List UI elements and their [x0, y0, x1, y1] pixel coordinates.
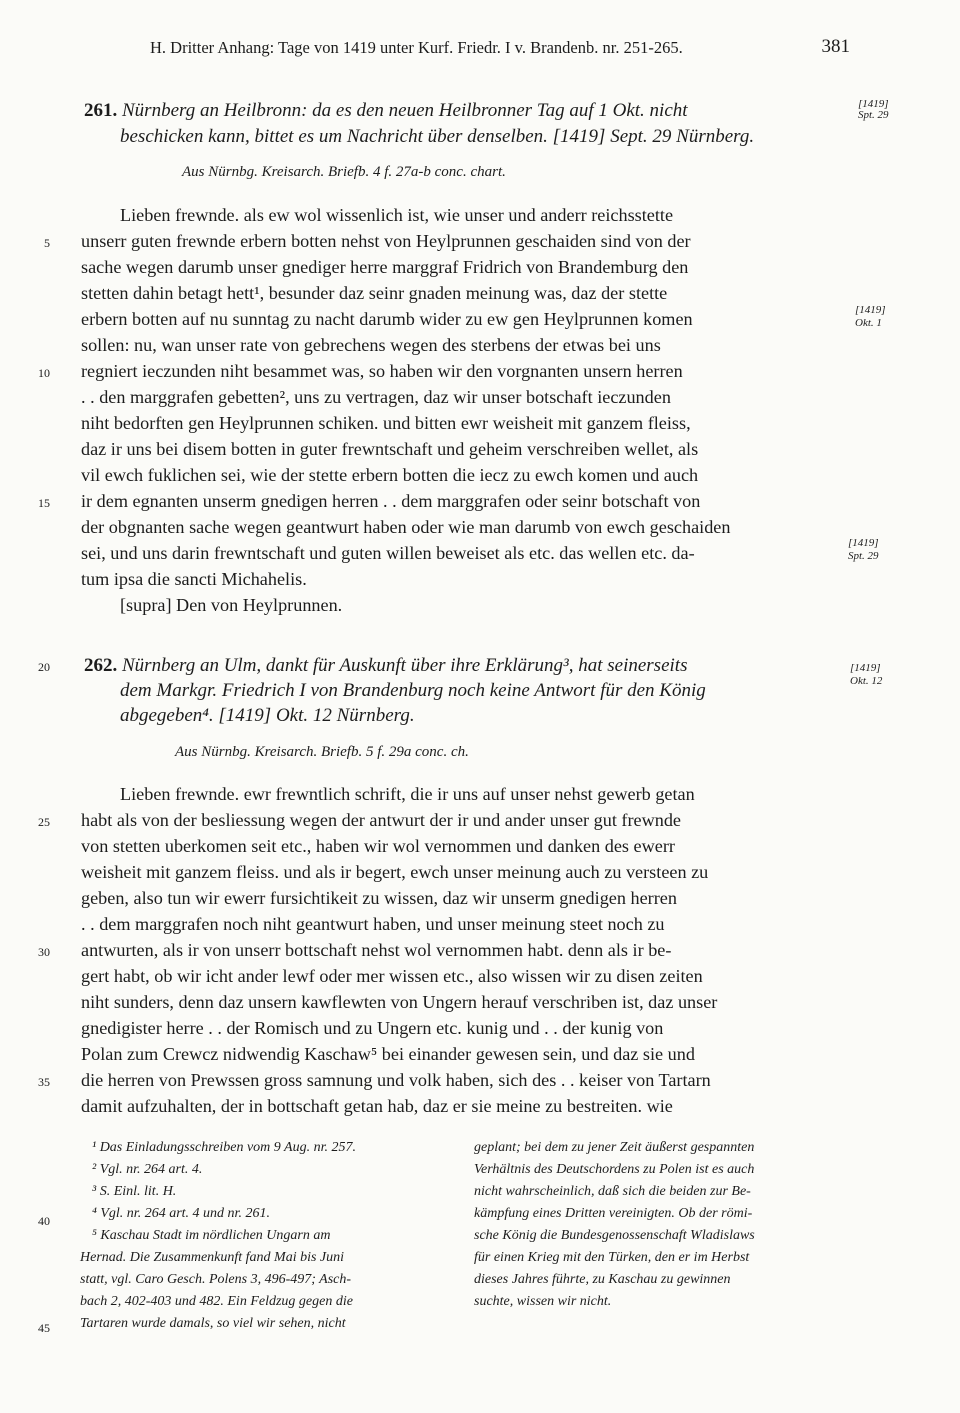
footnote-continuation: bach 2, 402-403 und 482. Ein Feldzug gegen die — [80, 1294, 353, 1309]
address-line: [supra] Den von Heylprunnen. — [120, 595, 343, 615]
line-number: 30 — [38, 945, 50, 959]
doc262-title-line-1: 262. Nürnberg an Ulm, dankt für Auskunft über ihre Erklärung³, hat seinerseits — [84, 655, 688, 676]
footnote-continuation: suchte, wissen wir nicht. — [474, 1294, 612, 1309]
margin-date: [1419] Okt. 12 — [850, 662, 883, 687]
footnote: ⁴ Vgl. nr. 264 art. 4 und nr. 261. — [92, 1206, 270, 1221]
page-number: 381 — [821, 36, 850, 57]
doc262-source: Aus Nürnbg. Kreisarch. Briefb. 5 f. 29a conc. ch. — [175, 744, 469, 760]
line-number: 40 — [38, 1214, 50, 1228]
margin-date: [1419] Spt. 29 — [858, 98, 889, 121]
doc261-title-line-1: 261. Nürnberg an Heilbronn: da es den neuen Heilbronner Tag auf 1 Okt. nicht — [84, 100, 688, 121]
body-line: die herren von Prewssen gross samnung und volk haben, sich des . . keiser von Tartarn — [81, 1070, 711, 1090]
footnote-continuation: geplant; bei dem zu jener Zeit äußerst gespannten — [474, 1140, 755, 1155]
body-line: Lieben frewnde. als ew wol wissenlich ist, wie unser und anderr reichsstette — [120, 205, 674, 225]
body-line: habt als von der besliessung wegen der antwurt der ir und ander unser gut frewnde — [81, 810, 682, 830]
body-line: ir dem egnanten unserm gnedigen herren . . dem marggrafen oder seinr botschaft von — [81, 491, 701, 511]
body-line: Lieben frewnde. ewr frewntlich schrift, die ir uns auf unser nehst gewerb getan — [120, 784, 695, 804]
body-line: erbern botten auf nu sunntag zu nacht darumb wider zu ew gen Heylprunnen komen — [81, 309, 693, 329]
footnote-continuation: sche König die Bundesgenossenschaft Wladislaws — [474, 1228, 755, 1243]
line-number: 10 — [38, 366, 50, 380]
line-number: 20 — [38, 660, 50, 674]
running-header — [150, 38, 850, 58]
footnote-continuation: Tartaren wurde damals, so viel wir sehen, nicht — [80, 1316, 346, 1331]
footnote: ² Vgl. nr. 264 art. 4. — [92, 1162, 203, 1177]
body-line: geben, also tun wir ewerr fursichtikeit zu wissen, daz wir unserm gnedigen herren — [81, 888, 677, 908]
footnote: ⁵ Kaschau Stadt im nördlichen Ungarn am — [92, 1228, 331, 1243]
body-line: regniert ieczunden niht besammet was, so haben wir den vorgnanten unsern herren — [81, 361, 683, 381]
footnote-continuation: für einen Krieg mit den Türken, den er im Herbst — [474, 1250, 750, 1265]
body-line: stetten dahin betagt hett¹, besunder daz seinr gnaden meinung was, daz der stette — [81, 283, 668, 303]
footnote-continuation: nicht wahrscheinlich, daß sich die beiden zur Be- — [474, 1184, 751, 1199]
body-line: gert habt, ob wir icht ander lewf oder mer wissen etc., also wissen wir zu disen zeiten — [81, 966, 703, 986]
footnote-continuation: kämpfung eines Dritten vereinigten. Ob der römi- — [474, 1206, 753, 1221]
doc261-title-line-2: beschicken kann, bittet es um Nachricht über denselben. [1419] Sept. 29 Nürnberg. — [120, 126, 755, 147]
body-line: niht sunders, denn daz unsern kawflewten von Ungern herauf verschriben ist, daz unser — [81, 992, 718, 1012]
body-line: daz ir uns bei disem botten in guter frewntschaft und geheim verschreiben wellet, als — [81, 439, 699, 459]
body-line: . . dem marggrafen noch niht geantwurt haben, und unser meinung steet noch zu — [81, 914, 665, 934]
body-line: Polan zum Crewcz nidwendig Kaschaw⁵ bei einander gewesen sein, und daz sie und — [81, 1044, 695, 1064]
body-line: vil ewch fuklichen sei, wie der stette erbern botten die iecz zu ewch komen und auch — [81, 465, 699, 485]
footnote-continuation: Hernad. Die Zusammenkunft fand Mai bis Juni — [80, 1250, 345, 1265]
doc261-source: Aus Nürnbg. Kreisarch. Briefb. 4 f. 27a-b conc. chart. — [182, 164, 506, 180]
body-line: unserr guten frewnde erbern botten nehst von Heylprunnen geschaiden sind von der — [81, 231, 691, 251]
line-number: 25 — [38, 815, 50, 829]
line-number: 15 — [38, 496, 50, 510]
doc262-title-line-2: dem Markgr. Friedrich I von Brandenburg noch keine Antwort für den König — [120, 680, 706, 701]
line-number: 5 — [44, 236, 50, 250]
body-line: weisheit mit ganzem fleiss. und als ir begert, ewch unser meinung auch zu versteen zu — [81, 862, 709, 882]
body-line: der obgnanten sache wegen geantwurt haben oder wie man darumb von ewch geschaiden — [81, 517, 731, 537]
body-line: sache wegen darumb unser gnediger herre marggraf Fridrich von Brandemburg den — [81, 257, 689, 277]
line-number: 45 — [38, 1321, 50, 1335]
body-line: sollen: nu, wan unser rate von gebrechens wegen des sterbens der etwas bei uns — [81, 335, 661, 355]
margin-date: [1419] Spt. 29 — [848, 537, 879, 562]
body-line: . . den marggrafen gebetten², uns zu vertragen, daz wir unser botschaft ieczunden — [81, 387, 671, 407]
margin-date: [1419] Okt. 1 — [855, 304, 886, 329]
footnote: ¹ Das Einladungsschreiben vom 9 Aug. nr. 257. — [92, 1140, 356, 1155]
body-line: sei, und uns darin frewntschaft und guten willen beweiset als etc. das wellen etc. da- — [81, 543, 695, 563]
footnote-continuation: statt, vgl. Caro Gesch. Polens 3, 496-497; Asch- — [80, 1272, 352, 1287]
footnote-continuation: Verhältnis des Deutschordens zu Polen ist es auch — [474, 1162, 755, 1177]
body-line: gnedigister herre . . der Romisch und zu Ungern etc. kunig und . . der kunig von — [81, 1018, 664, 1038]
body-line: von stetten uberkomen seit etc., haben wir wol vernommen und danken des ewerr — [81, 836, 675, 856]
footnote-continuation: dieses Jahres führte, zu Kaschau zu gewinnen — [474, 1272, 731, 1287]
body-line: damit aufzuhalten, der in bottschaft getan hab, daz er sie meine zu bestreiten. wie — [81, 1096, 673, 1116]
body-line: tum ipsa die sancti Michahelis. — [81, 569, 307, 589]
doc262-title-line-3: abgegeben⁴. [1419] Okt. 12 Nürnberg. — [120, 705, 415, 726]
footnote: ³ S. Einl. lit. H. — [92, 1184, 177, 1199]
body-line: antwurten, als ir von unserr bottschaft nehst wol vernommen habt. denn als ir be- — [81, 940, 672, 960]
line-number: 35 — [38, 1075, 50, 1089]
body-line: niht bedorften gen Heylprunnen schiken. und bitten ewr weisheit mit ganzem fleiss, — [81, 413, 691, 433]
running-title: H. Dritter Anhang: Tage von 1419 unter Kurf. Friedr. I v. Brandenb. nr. 251-265. — [150, 38, 683, 57]
